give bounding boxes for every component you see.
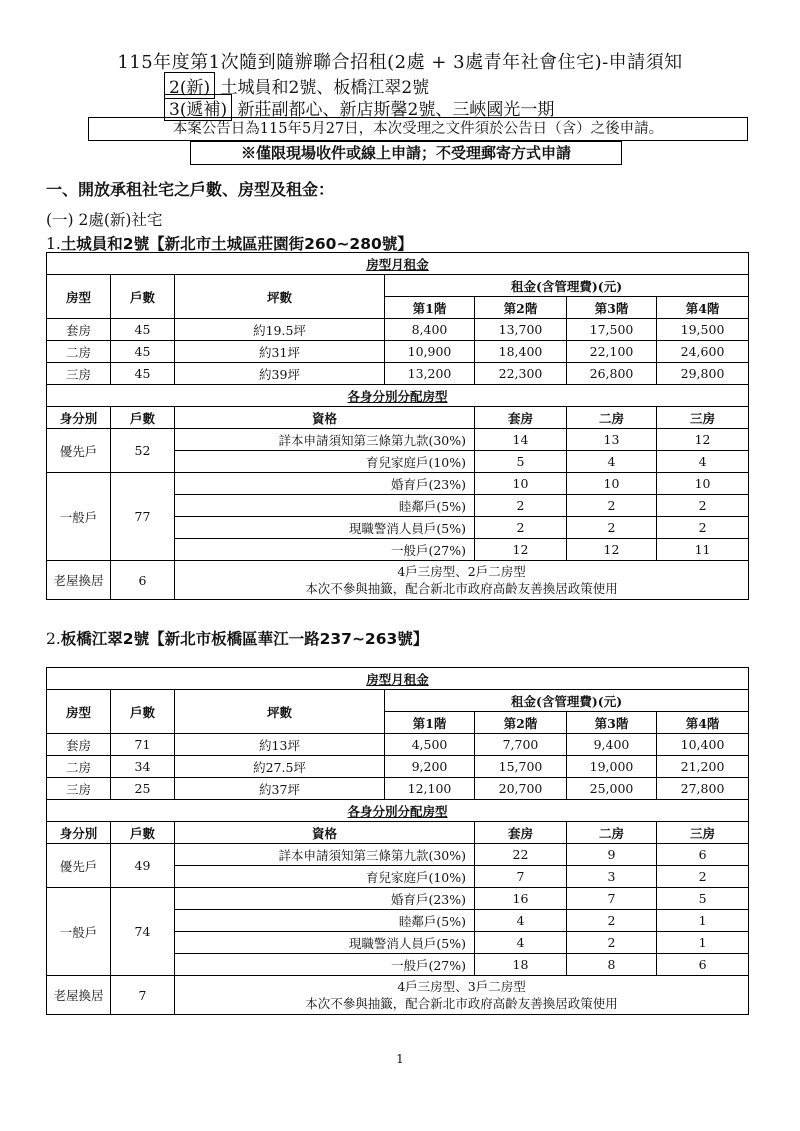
qual: 育兒家庭戶(10%) [175, 451, 475, 473]
old-house-note-line2: 本次不參與抽籤，配合新北市政府高齡友善換居政策使用 [305, 996, 618, 1011]
qual: 婚育戶(23%) [175, 473, 475, 495]
col-2room: 二房 [567, 822, 657, 844]
col-units: 戶數 [111, 690, 175, 734]
rent-value: 21,200 [657, 756, 749, 778]
col-area: 坪數 [175, 275, 385, 319]
alloc-value: 2 [657, 866, 749, 888]
site1-heading [46, 232, 413, 254]
rent-value: 22,300 [475, 363, 567, 385]
alloc-value: 11 [657, 539, 749, 561]
area: 約13坪 [175, 734, 385, 756]
table-row [47, 429, 749, 451]
unit-count: 45 [111, 363, 175, 385]
qual: 現職警消人員戶(5%) [175, 932, 475, 954]
col-qual: 資格 [175, 822, 475, 844]
alloc-value: 2 [657, 517, 749, 539]
identity-priority: 優先戶 [47, 429, 111, 473]
rent-value: 18,400 [475, 341, 567, 363]
rent-value: 24,600 [657, 341, 749, 363]
alloc-value: 12 [657, 429, 749, 451]
alloc-value: 9 [567, 844, 657, 866]
alloc-value: 4 [475, 910, 567, 932]
room-type: 三房 [47, 778, 111, 800]
rent-value: 13,200 [385, 363, 475, 385]
tier-3: 第3階 [567, 297, 657, 319]
tier-1: 第1階 [385, 712, 475, 734]
col-2room: 二房 [567, 407, 657, 429]
qual: 詳本申請須知第三條第九款(30%) [175, 429, 475, 451]
alloc-value: 2 [567, 910, 657, 932]
backfill-sites-text: 新莊副都心、新店斯馨2號、三峽國光一期 [237, 100, 555, 120]
col-3room: 三房 [657, 407, 749, 429]
qual: 一般戶(27%) [175, 954, 475, 976]
col-identity: 身分別 [47, 407, 111, 429]
old-house-units: 7 [111, 976, 175, 1015]
alloc-value: 14 [475, 429, 567, 451]
rent-value: 26,800 [567, 363, 657, 385]
col-units: 戶數 [111, 275, 175, 319]
area: 約27.5坪 [175, 756, 385, 778]
tier-4: 第4階 [657, 297, 749, 319]
unit-count: 45 [111, 341, 175, 363]
page-title: 115年度第1次隨到隨辦聯合招租(2處 + 3處青年社會住宅)-申請須知 [117, 52, 683, 73]
old-house-note-line1: 4戶三房型、2戶二房型 [397, 564, 526, 579]
site2-heading-num: 2. [46, 630, 61, 648]
alloc-value: 4 [475, 932, 567, 954]
alloc-value: 5 [657, 888, 749, 910]
tier-3: 第3階 [567, 712, 657, 734]
identity-general: 一般戶 [47, 473, 111, 561]
new-count-box: 2(新) [164, 72, 215, 99]
table-row [47, 561, 749, 600]
table-row [47, 976, 749, 1015]
tier-2: 第2階 [475, 712, 567, 734]
identity-old-house: 老屋換居 [47, 976, 111, 1015]
unit-count: 34 [111, 756, 175, 778]
table-row [47, 473, 749, 495]
identity-old-house: 老屋換居 [47, 561, 111, 600]
rent-value: 8,400 [385, 319, 475, 341]
area: 約19.5坪 [175, 319, 385, 341]
alloc-value: 2 [567, 517, 657, 539]
table-row [47, 341, 749, 363]
alloc-value: 7 [567, 888, 657, 910]
rent-value: 4,500 [385, 734, 475, 756]
rent-value: 15,700 [475, 756, 567, 778]
identity-general: 一般戶 [47, 888, 111, 976]
alloc-value: 1 [657, 932, 749, 954]
new-sites-text: 土城員和2號、板橋江翠2號 [220, 78, 430, 98]
priority-units: 52 [111, 429, 175, 473]
table-row [47, 734, 749, 756]
area: 約31坪 [175, 341, 385, 363]
alloc-value: 22 [475, 844, 567, 866]
alloc-value: 10 [567, 473, 657, 495]
qual: 詳本申請須知第三條第九款(30%) [175, 844, 475, 866]
room-type: 二房 [47, 756, 111, 778]
alloc-value: 12 [475, 539, 567, 561]
table-row [47, 844, 749, 866]
alloc-value: 16 [475, 888, 567, 910]
rent-value: 13,700 [475, 319, 567, 341]
col-studio: 套房 [475, 407, 567, 429]
tier-1: 第1階 [385, 297, 475, 319]
alloc-value: 3 [567, 866, 657, 888]
alloc-header: 各身分別分配房型 [47, 385, 749, 407]
table-row [47, 319, 749, 341]
rent-incl-header: 租金(含管理費)(元) [385, 275, 749, 297]
old-house-note [175, 976, 749, 1015]
general-units: 74 [111, 888, 175, 976]
table-row [47, 888, 749, 910]
backfill-count-box: 3(遞補) [164, 94, 232, 121]
room-type: 套房 [47, 319, 111, 341]
section-heading: 一、開放承租社宅之戶數、房型及租金： [46, 180, 335, 199]
area: 約37坪 [175, 778, 385, 800]
alloc-value: 8 [567, 954, 657, 976]
old-house-note [175, 561, 749, 600]
qual: 睦鄰戶(5%) [175, 495, 475, 517]
col-type: 房型 [47, 275, 111, 319]
rent-value: 25,000 [567, 778, 657, 800]
qual: 睦鄰戶(5%) [175, 910, 475, 932]
rent-value: 29,800 [657, 363, 749, 385]
alloc-value: 2 [567, 495, 657, 517]
alloc-value: 10 [475, 473, 567, 495]
col-type: 房型 [47, 690, 111, 734]
alloc-value: 2 [657, 495, 749, 517]
rent-value: 9,400 [567, 734, 657, 756]
alloc-value: 2 [567, 932, 657, 954]
site2-heading-text: 板橋江翠2號【新北市板橋區華江一路237~263號】 [60, 630, 429, 648]
rent-value: 7,700 [475, 734, 567, 756]
unit-count: 25 [111, 778, 175, 800]
alloc-value: 5 [475, 451, 567, 473]
rent-value: 10,400 [657, 734, 749, 756]
old-house-units: 6 [111, 561, 175, 600]
rent-header: 房型月租金 [47, 253, 749, 275]
alloc-value: 10 [657, 473, 749, 495]
alloc-value: 1 [657, 910, 749, 932]
alloc-value: 6 [657, 954, 749, 976]
qual: 現職警消人員戶(5%) [175, 517, 475, 539]
table-row [47, 363, 749, 385]
site1-table [46, 252, 749, 600]
old-house-note-line1: 4戶三房型、3戶二房型 [397, 979, 526, 994]
site1-heading-num: 1. [46, 235, 61, 253]
room-type: 套房 [47, 734, 111, 756]
col-studio: 套房 [475, 822, 567, 844]
alloc-value: 4 [657, 451, 749, 473]
qual: 婚育戶(23%) [175, 888, 475, 910]
tier-4: 第4階 [657, 712, 749, 734]
col-identity: 身分別 [47, 822, 111, 844]
old-house-note-line2: 本次不參與抽籤，配合新北市政府高齡友善換居政策使用 [305, 581, 618, 596]
alloc-value: 6 [657, 844, 749, 866]
rent-incl-header: 租金(含管理費)(元) [385, 690, 749, 712]
alloc-value: 4 [567, 451, 657, 473]
general-units: 77 [111, 473, 175, 561]
alloc-header: 各身分別分配房型 [47, 800, 749, 822]
unit-count: 71 [111, 734, 175, 756]
site1-heading-text: 土城員和2號【新北市土城區莊園街260~280號】 [60, 235, 413, 253]
rent-value: 10,900 [385, 341, 475, 363]
alloc-value: 2 [475, 495, 567, 517]
rent-value: 12,100 [385, 778, 475, 800]
site2-table [46, 667, 749, 1015]
alloc-value: 12 [567, 539, 657, 561]
site2-heading [46, 627, 428, 649]
room-type: 二房 [47, 341, 111, 363]
rent-value: 27,800 [657, 778, 749, 800]
subsection-heading: (一) 2處(新)社宅 [46, 211, 163, 229]
page-number: 1 [396, 1052, 404, 1066]
rent-value: 20,700 [475, 778, 567, 800]
col-units: 戶數 [111, 822, 175, 844]
rent-value: 17,500 [567, 319, 657, 341]
unit-count: 45 [111, 319, 175, 341]
col-units: 戶數 [111, 407, 175, 429]
rent-value: 22,100 [567, 341, 657, 363]
submission-warning: ※僅限現場收件或線上申請；不受理郵寄方式申請 [190, 141, 622, 165]
rent-value: 9,200 [385, 756, 475, 778]
rent-value: 19,000 [567, 756, 657, 778]
table-row [47, 778, 749, 800]
rent-value: 19,500 [657, 319, 749, 341]
alloc-value: 13 [567, 429, 657, 451]
alloc-value: 7 [475, 866, 567, 888]
tier-2: 第2階 [475, 297, 567, 319]
area: 約39坪 [175, 363, 385, 385]
qual: 育兒家庭戶(10%) [175, 866, 475, 888]
rent-header: 房型月租金 [47, 668, 749, 690]
col-area: 坪數 [175, 690, 385, 734]
col-3room: 三房 [657, 822, 749, 844]
table-row [47, 756, 749, 778]
announcement-notice: 本案公告日為115年5月27日，本次受理之文件須於公告日（含）之後申請。 [88, 117, 748, 141]
identity-priority: 優先戶 [47, 844, 111, 888]
col-qual: 資格 [175, 407, 475, 429]
alloc-value: 18 [475, 954, 567, 976]
qual: 一般戶(27%) [175, 539, 475, 561]
priority-units: 49 [111, 844, 175, 888]
alloc-value: 2 [475, 517, 567, 539]
room-type: 三房 [47, 363, 111, 385]
